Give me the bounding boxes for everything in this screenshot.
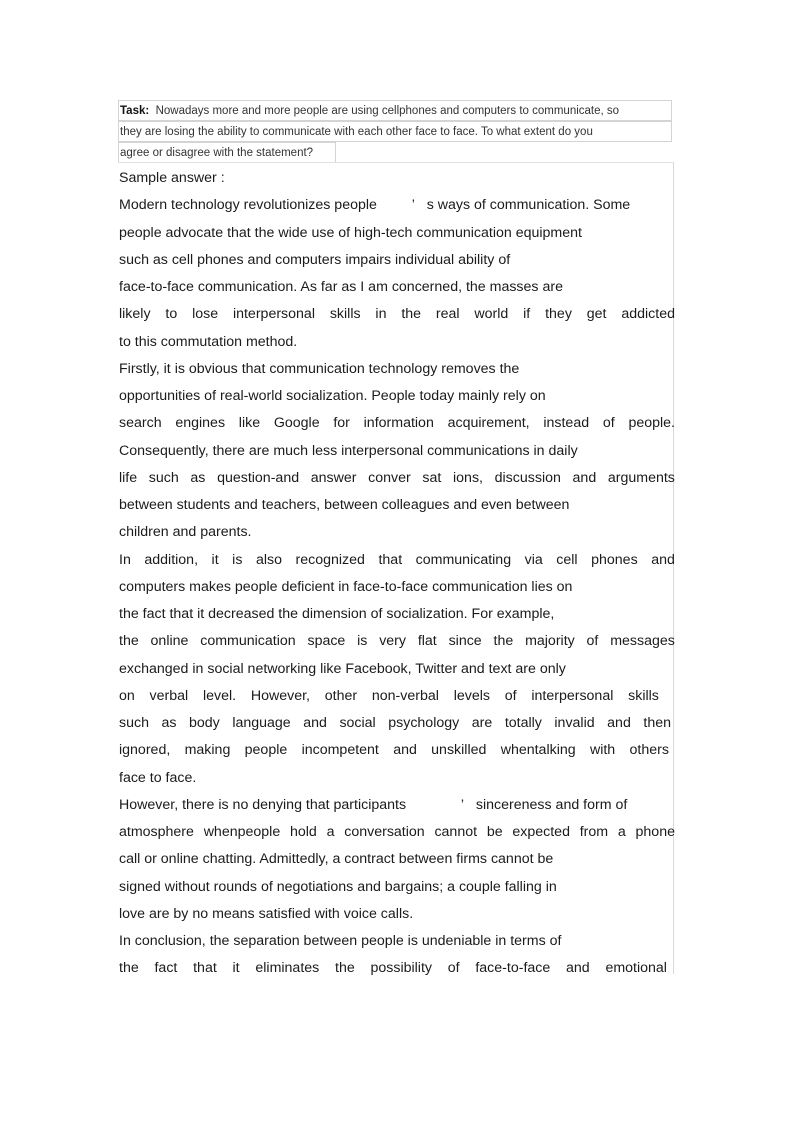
word: body	[189, 715, 220, 731]
word: cell	[556, 552, 578, 568]
word: search	[119, 415, 162, 431]
word: be	[486, 824, 503, 840]
task-prompt	[118, 100, 674, 163]
word: skills	[329, 306, 361, 322]
word: such	[119, 715, 149, 731]
word: whentalking	[500, 742, 576, 758]
answer-line: computers makes people deficient in face-to-face communication lies on	[119, 579, 573, 595]
sample-answer	[118, 162, 674, 974]
word: that	[378, 552, 403, 568]
word: it	[232, 960, 240, 976]
task-text-1: Nowadays more and more people are using cellphones and computers to communicate, so	[155, 105, 620, 117]
answer-line	[119, 795, 627, 815]
word: addition,	[144, 552, 199, 568]
word: language	[232, 715, 291, 731]
answer-line: In conclusion, the separation between people is undeniable in terms of	[119, 933, 562, 949]
task-text-3: agree or disagree with the statement?	[120, 147, 314, 159]
word: get	[586, 306, 607, 322]
answer-line-text: sincereness and form of	[475, 797, 628, 813]
word: level.	[202, 688, 237, 704]
word: recognized	[295, 552, 365, 568]
answer-line-text: However, there is no denying that participants	[119, 797, 407, 813]
word: engines	[175, 415, 226, 431]
word: then	[643, 715, 671, 731]
answer-line-justified	[119, 631, 675, 651]
word: real	[435, 306, 460, 322]
answer-line: exchanged in social networking like Facebook, Twitter and text are only	[119, 661, 566, 677]
word: the	[335, 960, 355, 976]
answer-line-text: s ways of communication. Some	[426, 197, 631, 213]
word: in	[375, 306, 387, 322]
word: from	[579, 824, 609, 840]
word: very	[379, 633, 407, 649]
apostrophe: ’	[460, 797, 465, 813]
answer-line: face-to-face communication. As far as I am concerned, the masses are	[119, 279, 563, 295]
word: interpersonal	[531, 688, 614, 704]
word: space	[307, 633, 346, 649]
word: conver	[368, 470, 411, 486]
answer-line-justified	[119, 304, 675, 324]
word: as	[161, 715, 177, 731]
word: communicating	[415, 552, 512, 568]
word: the	[119, 633, 139, 649]
answer-line-justified	[119, 713, 671, 733]
answer-line: such as cell phones and computers impairs individual ability of	[119, 252, 511, 268]
word: non-verbal	[371, 688, 439, 704]
word: via	[524, 552, 543, 568]
word: of	[602, 415, 615, 431]
word: lose	[192, 306, 219, 322]
word: with	[589, 742, 616, 758]
word: people.	[628, 415, 675, 431]
word: like	[238, 415, 261, 431]
word: as	[190, 470, 206, 486]
answer-line: signed without rounds of negotiations and bargains; a couple falling in	[119, 879, 557, 895]
word: majority	[525, 633, 575, 649]
task-text-2: they are losing the ability to communicate with each other face to face. To what extent do you	[120, 126, 593, 138]
word: such	[148, 470, 179, 486]
word: levels	[453, 688, 490, 704]
word: a	[326, 824, 335, 840]
answer-line: between students and teachers, between colleagues and even between	[119, 497, 570, 513]
answer-line-justified	[119, 468, 675, 488]
word: messages	[610, 633, 675, 649]
word: is	[232, 552, 243, 568]
word: others	[629, 742, 669, 758]
word: skills	[628, 688, 659, 704]
word: on	[119, 688, 135, 704]
word: conversation	[344, 824, 425, 840]
word: verbal	[149, 688, 189, 704]
word: since	[448, 633, 482, 649]
word: cannot	[434, 824, 478, 840]
answer-line-justified	[119, 550, 675, 570]
word: ions,	[453, 470, 483, 486]
answer-line: opportunities of real-world socialization. People today mainly rely on	[119, 388, 546, 404]
answer-line-text: Modern technology revolutionizes people	[119, 197, 377, 213]
word: whenpeople	[203, 824, 281, 840]
word: eliminates	[255, 960, 320, 976]
word: if	[523, 306, 531, 322]
word: incompetent	[301, 742, 379, 758]
task-label: Task	[120, 105, 146, 117]
word: phone	[635, 824, 675, 840]
word: online	[150, 633, 189, 649]
task-line-1: Task: Nowadays more and more people are using cellphones and computers to communicate, so	[118, 100, 672, 121]
word: the	[493, 633, 514, 649]
word: emotional	[605, 960, 667, 976]
word: possibility	[370, 960, 432, 976]
word: for	[333, 415, 350, 431]
answer-line-justified	[119, 740, 669, 760]
word: flat	[417, 633, 437, 649]
answer-line-justified	[119, 958, 667, 978]
word: and	[572, 470, 597, 486]
answer-heading: Sample answer :	[119, 170, 225, 186]
answer-line: Consequently, there are much less interpersonal communications in daily	[119, 443, 578, 459]
word: the	[119, 960, 139, 976]
task-line-3	[118, 142, 336, 163]
word: and	[303, 715, 327, 731]
word: In	[119, 552, 131, 568]
word: and	[607, 715, 631, 731]
word: a	[617, 824, 626, 840]
word: also	[255, 552, 282, 568]
task-line-2	[118, 121, 672, 142]
word: unskilled	[431, 742, 487, 758]
word: fact	[154, 960, 178, 976]
word: answer	[310, 470, 357, 486]
word: discussion	[494, 470, 561, 486]
word: of	[447, 960, 460, 976]
word: phones	[591, 552, 638, 568]
word: to	[165, 306, 178, 322]
word: atmosphere	[119, 824, 194, 840]
word: of	[504, 688, 517, 704]
apostrophe: ’	[411, 197, 415, 213]
word: face-to-face	[475, 960, 551, 976]
word: world	[474, 306, 509, 322]
answer-line-justified	[119, 686, 659, 706]
word: psychology	[388, 715, 460, 731]
word: of	[586, 633, 599, 649]
word: it	[211, 552, 219, 568]
answer-line-justified	[119, 822, 675, 842]
word: people	[244, 742, 288, 758]
answer-line: call or online chatting. Admittedly, a contract between firms cannot be	[119, 851, 554, 867]
answer-line: Firstly, it is obvious that communication technology removes the	[119, 361, 520, 377]
word: life	[119, 470, 138, 486]
word: acquirement,	[447, 415, 530, 431]
answer-line: love are by no means satisfied with voice calls.	[119, 906, 414, 922]
answer-line	[119, 195, 630, 215]
word: However,	[250, 688, 310, 704]
word: and	[651, 552, 675, 568]
word: is	[357, 633, 368, 649]
word: and	[393, 742, 417, 758]
word: Google	[273, 415, 320, 431]
word: are	[471, 715, 493, 731]
word: and	[566, 960, 590, 976]
answer-line: children and parents.	[119, 524, 252, 540]
answer-line-justified	[119, 413, 675, 433]
word: the	[401, 306, 422, 322]
word: expected	[512, 824, 570, 840]
word: interpersonal	[232, 306, 315, 322]
word: question-and	[217, 470, 300, 486]
word: other	[324, 688, 358, 704]
answer-line: to this commutation method.	[119, 334, 298, 350]
word: invalid	[554, 715, 595, 731]
word: ignored,	[119, 742, 171, 758]
word: they	[545, 306, 572, 322]
word: information	[363, 415, 434, 431]
word: addicted	[621, 306, 675, 322]
word: that	[193, 960, 217, 976]
answer-line: face to face.	[119, 770, 197, 786]
word: likely	[119, 306, 151, 322]
word: making	[184, 742, 231, 758]
word: hold	[289, 824, 317, 840]
word: arguments	[607, 470, 675, 486]
word: instead	[543, 415, 590, 431]
word: sat	[422, 470, 442, 486]
word: communication	[200, 633, 296, 649]
answer-line: the fact that it decreased the dimension of socialization. For example,	[119, 606, 555, 622]
word: social	[339, 715, 376, 731]
answer-line: people advocate that the wide use of high-tech communication equipment	[119, 225, 582, 241]
word: totally	[504, 715, 542, 731]
